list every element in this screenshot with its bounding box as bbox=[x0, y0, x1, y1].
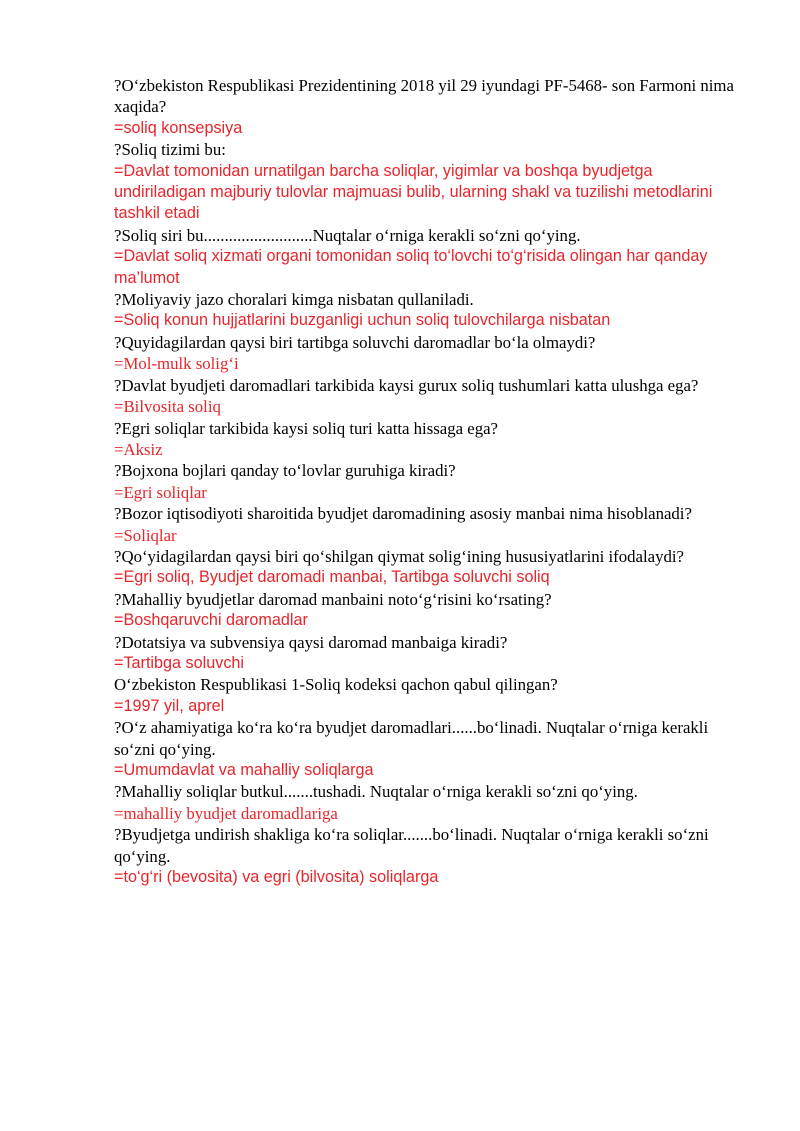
answer-text: =Mol-mulk solig‘i bbox=[114, 354, 239, 374]
question-text: ?Byudjetga undirish shakliga ko‘ra soliqlar.......bo‘linadi. Nuqtalar o‘rniga kerakli so‘zni qo‘ying. bbox=[114, 825, 709, 866]
question-text: ?Moliyaviy jazo choralari kimga nisbatan qullaniladi. bbox=[114, 290, 474, 310]
question-text: O‘zbekiston Respublikasi 1-Soliq kodeksi qachon qabul qilingan? bbox=[114, 675, 558, 695]
question-text: ?O‘zbekiston Respublikasi Prezidentining 2018 yil 29 iyundagi PF-5468- son Farmoni nima xaqida? bbox=[114, 76, 734, 117]
answer-text: =Aksiz bbox=[114, 439, 163, 459]
question-text: ?Dotatsiya va subvensiya qaysi daromad manbaiga kiradi? bbox=[114, 632, 508, 652]
answer-text: =Davlat soliq xizmati organi tomonidan soliq to‘lovchi to‘g‘risida olingan har qanday ma’lumot bbox=[114, 247, 708, 287]
answer-text: =1997 yil, aprel bbox=[114, 696, 225, 715]
answer-text: =Umumdavlat va mahalliy soliqlarga bbox=[114, 761, 374, 779]
answer-text: =Egri soliqlar bbox=[114, 482, 207, 502]
answer-text: =Tartibga soluvchi bbox=[114, 653, 245, 672]
answer-text: =Boshqaruvchi daromadlar bbox=[114, 611, 308, 630]
question-text: ?Soliq siri bu..........................Nuqtalar o‘rniga kerakli so‘zni qo‘ying. bbox=[114, 225, 581, 245]
answer-text: =Egri soliq, Byudjet daromadi manbai, Tartibga soluvchi soliq bbox=[114, 568, 550, 587]
question-text: ?Bozor iqtisodiyoti sharoitida byudjet daromadining asosiy manbai nima hisoblanadi? bbox=[114, 504, 692, 524]
answer-text: =soliq konsepsiya bbox=[114, 118, 243, 137]
question-text: ?Bojxona bojlari qanday to‘lovlar guruhiga kiradi? bbox=[114, 461, 456, 481]
question-text: ?Egri soliqlar tarkibida kaysi soliq turi katta hissaga ega? bbox=[114, 418, 498, 438]
answer-text: =Soliqlar bbox=[114, 525, 177, 545]
answer-text: =Davlat tomonidan urnatilgan barcha soliqlar, yigimlar va boshqa byudjetga undiriladigan majburiy tulovlar majmuasi bulib, ularning shakl va tuzilishi metodlarini tashkil etadi bbox=[114, 161, 713, 223]
document-page bbox=[114, 75, 738, 888]
question-text: ?Davlat byudjeti daromadlari tarkibida kaysi gurux soliq tushumlari katta ulushga ega? bbox=[114, 375, 699, 395]
question-text: ?Mahalliy soliqlar butkul.......tushadi. Nuqtalar o‘rniga kerakli so‘zni qo‘ying. bbox=[114, 782, 638, 802]
question-text: ?Soliq tizimi bu: bbox=[114, 140, 226, 160]
question-text: ?O‘z ahamiyatiga ko‘ra ko‘ra byudjet daromadlari......bo‘linadi. Nuqtalar o‘rniga kerakli so‘zni qo‘ying. bbox=[114, 718, 709, 759]
answer-text: =to‘g‘ri (bevosita) va egri (bilvosita) soliqlarga bbox=[114, 868, 439, 887]
answer-text: =Soliq konun hujjatlarini buzganligi uchun soliq tulovchilarga nisbatan bbox=[114, 311, 611, 330]
question-text: ?Qo‘yidagilardan qaysi biri qo‘shilgan qiymat solig‘ining hususiyatlarini ifodalaydi? bbox=[114, 546, 684, 566]
question-text: ?Mahalliy byudjetlar daromad manbaini noto‘g‘risini ko‘rsating? bbox=[114, 589, 552, 609]
answer-text: =Bilvosita soliq bbox=[114, 397, 221, 417]
answer-text: =mahalliy byudjet daromadlariga bbox=[114, 803, 338, 823]
question-text: ?Quyidagilardan qaysi biri tartibga soluvchi daromadlar bo‘la olmaydi? bbox=[114, 332, 596, 352]
